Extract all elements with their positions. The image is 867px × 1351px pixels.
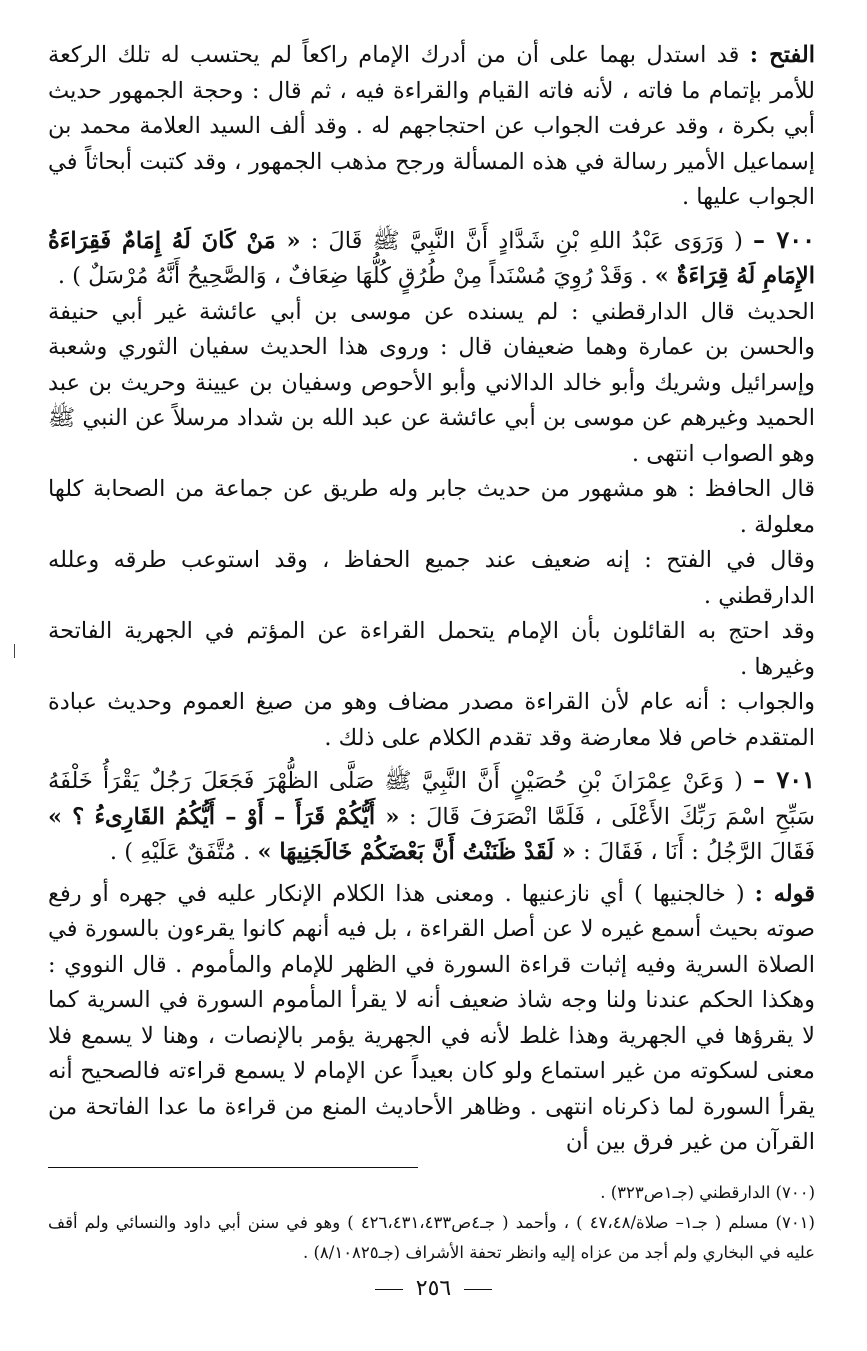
paragraph-lead: الفتح : xyxy=(749,42,815,68)
paragraph-hafiz: قال الحافظ : هو مشهور من حديث جابر وله طريق عن جماعة من الصحابة كلها معلولة . xyxy=(48,476,815,538)
hadith-intro: ( وَعَنْ عِمْرَانَ بْنِ حُصَيْنٍ أَنَّ النَّبِيَّ ﷺ صَلَّى الظُّهْرَ فَجَعَلَ رَجُلٌ يَقْرَأُ خَلْفَهُ سَبِّحِ اسْمَ رَبِّكَ الأَعْلَى ، فَلَمَّا انْصَرَفَ قَالَ : xyxy=(48,768,815,830)
footnote-700: (٧٠٠) الدارقطني (جـ١ص٣٢٣) . xyxy=(600,1182,815,1202)
paragraph-text: قد استدل بهما على أن من أدرك الإمام راكعاً لم يحتسب له تلك الركعة للأمر بإتمام ما فاته ، لأنه فاته القيام والقراءة فيه ، ثم قال : وحجة الجمهور حديث أبي بكرة ، وقد عرفت الجواب عن احتجاجهم له . وقد ألف السيد العلامة محمد بن إسماعيل الأمير رسالة في هذه المسألة ورجح مذهب الجمهور ، وقد كتبت أبحاثاً في الجواب عليها . xyxy=(48,42,815,210)
hadith-701 xyxy=(48,762,815,871)
hadith-rest: . وَقَدْ رُوِيَ مُسْنَداً مِنْ طُرُقٍ كُلُّهَا ضِعَافٌ ، وَالصَّحِيحُ أَنَّهُ مُرْسَلٌ ) . xyxy=(57,263,648,289)
paragraph-fath-weak: وقال في الفتح : إنه ضعيف عند جميع الحفاظ ، وقد استوعب طرقه وعلله الدارقطني . xyxy=(48,547,815,609)
paragraph-lead: قوله : xyxy=(754,880,815,907)
hadith-intro: ( وَرَوَى عَبْدُ اللهِ بْنِ شَدَّادٍ أَنَّ النَّبِيَّ ﷺ قَالَ : xyxy=(310,227,743,254)
paragraph-answer: والجواب : أنه عام لأن القراءة مصدر مضاف وهو من صيغ العموم وحديث عبادة المتقدم خاص فلا معارضة وقد تقدم الكلام على ذلك . xyxy=(48,689,815,751)
margin-mark xyxy=(14,644,15,658)
hadith-quote: « مَنْ كَانَ لَهُ إِمَامٌ فَقِرَاءَةُ الإِمَامِ لَهُ قِرَاءَةٌ » xyxy=(48,227,815,289)
hadith-rest: . مُتَّفَقٌ عَلَيْهِ ) . xyxy=(109,839,251,865)
hadith-middle: فَقَالَ الرَّجُلُ : أَنَا ، فَقَالَ : xyxy=(583,839,815,865)
hadith-700 xyxy=(48,222,815,295)
hadith-quote: « أَيُّكُمْ قَرَأَ – أَوْ – أَيُّكُمُ القَارِىءُ ؟ » xyxy=(48,803,400,830)
hadith-number: ٧٠٠ – xyxy=(753,224,816,254)
folio-dash xyxy=(375,1289,403,1290)
page-number xyxy=(0,1276,867,1301)
paragraph-commentary xyxy=(48,877,815,1161)
footnote-divider xyxy=(48,1167,418,1168)
paragraph-argument: وقد احتج به القائلون بأن الإمام يتحمل القراءة عن المؤتم في الجهرية الفاتحة وغيرها . xyxy=(48,618,815,680)
hadith-number: ٧٠١ – xyxy=(753,765,816,794)
page-number-text: ٢٥٦ xyxy=(415,1276,452,1301)
paragraph-text: ( خالجنيها ) أي نازعنيها . ومعنى هذا الكلام الإنكار عليه في جهره أو رفع صوته بحيث أسمع غيره لا عن أصل القراءة ، بل فيه أنهم كانوا يقرءون بالسورة في الصلاة السرية وفيه إثبات قراءة السورة في الظهر للإمام والمأموم . قال النووي : وهكذا الحكم عندنا ولنا وجه شاذ ضعيف أنه لا يقرأ المأموم السورة في السرية كما لا يقرؤها في الجهرية وهذا غلط لأنه في الجهرية يؤمر بالإنصات ، وهنا لا يسمع فلا معنى لسكوته من غير استماع ولو كان بعيداً عن الإمام لا يسمع قراءته فالصحيح أنه يقرأ السورة لما ذكرناه انتهى . وظاهر الأحاديث المنع من قراءة ما عدا الفاتحة من القرآن من غير فرق بين أن xyxy=(48,880,815,1155)
hadith-quote: « لَقَدْ ظَنَنْتُ أَنَّ بَعْضَكُمْ خَالَجَنِيهَا » xyxy=(257,839,576,865)
paragraph-fath xyxy=(48,38,815,216)
folio-dash xyxy=(464,1289,492,1290)
paragraph-daraqutni: الحديث قال الدارقطني : لم يسنده عن موسى بن أبي عائشة غير أبي حنيفة والحسن بن عمارة وهما ضعيفان قال : وروى هذا الحديث سفيان الثوري وشعبة وإسرائيل وشريك وأبو خالد الدالاني وأبو الأحوص وسفيان بن عيينة وحريث بن عبد الحميد وغيرهم عن موسى بن أبي عائشة عن عبد الله بن شداد مرسلاً عن النبي ﷺ وهو الصواب انتهى . xyxy=(48,298,815,467)
footnote-701: (٧٠١) مسلم ( جـ١– صلاة/٤٧،٤٨ ) ، وأحمد ( جـ٤ص٤٢٦،٤٣١،٤٣٣ ) وهو في سنن أبي داود والنسائي ولم أقف عليه في البخاري ولم أجد من عزاه إليه وانظر تحفة الأشراف (جـ٨/١٠٨٢٥) . xyxy=(48,1212,815,1262)
